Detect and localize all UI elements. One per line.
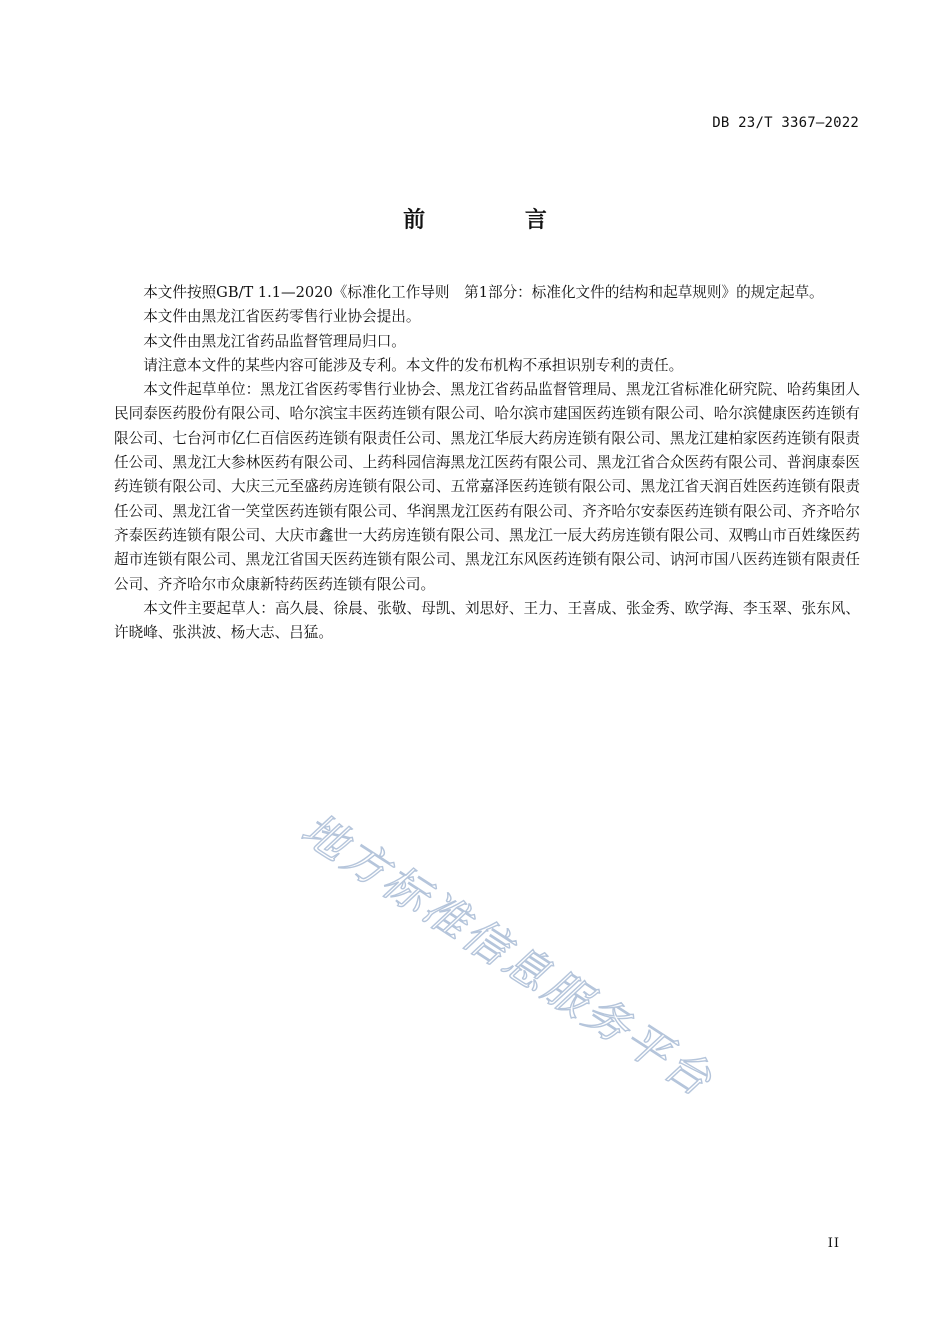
paragraph-proposer: 本文件由黑龙江省医药零售行业协会提出。 xyxy=(143,308,421,326)
watermark: 地方标准信息服务平台 xyxy=(292,803,723,1108)
page-title: 前 言 xyxy=(403,208,593,233)
standard-code: DB 23/T 3367—2022 xyxy=(712,115,859,131)
document-body xyxy=(114,281,860,645)
paragraph-patent-notice: 请注意本文件的某些内容可能涉及专利。本文件的发布机构不承担识别专利的责任。 xyxy=(143,356,684,374)
paragraph-drafting-rules: 本文件按照GB/T 1.1—2020《标准化工作导则 第1部分：标准化文件的结构和起草规则》的规定起草。 xyxy=(143,284,824,301)
paragraph-drafters: 本文件主要起草人：高久晨、徐晨、张敬、母凯、刘思妤、王力、王喜成、张金秀、欧学海、李玉翠、张东风、许晓峰、张洪波、杨大志、吕猛。 xyxy=(114,599,860,642)
paragraph-administrator: 本文件由黑龙江省药品监督管理局归口。 xyxy=(143,332,406,350)
page-number: II xyxy=(827,1236,840,1251)
paragraph-drafting-units: 本文件起草单位：黑龙江省医药零售行业协会、黑龙江省药品监督管理局、黑龙江省标准化研究院、哈药集团人民同泰医药股份有限公司、哈尔滨宝丰医药连锁有限公司、哈尔滨市建国医药连锁有限公司、哈尔滨健康医药连锁有限公司、七台河市亿仁百信医药连锁有限责任公司、黑龙江华辰大药房连锁有限公司、黑龙江建柏家医药连锁有限责任公司、黑龙江大参林医药有限公司、上药科园信海黑龙江医药有限公司、黑龙江省合众医药有限公司、普润康泰医药连锁有限公司、大庆三元至盛药房连锁有限公司、五常嘉泽医药连锁有限公司、黑龙江省天润百姓医药连锁有限责任公司、黑龙江省一笑堂医药连锁有限公司、华润黑龙江医药有限公司、齐齐哈尔安泰医药连锁有限公司、齐齐哈尔齐泰医药连锁有限公司、大庆市鑫世一大药房连锁有限公司、黑龙江一辰大药房连锁有限公司、双鸭山市百姓缘医药超市连锁有限公司、黑龙江省国天医药连锁有限公司、黑龙江东风医药连锁有限公司、讷河市国八医药连锁有限责任公司、齐齐哈尔市众康新特药医药连锁有限公司。 xyxy=(114,381,860,593)
